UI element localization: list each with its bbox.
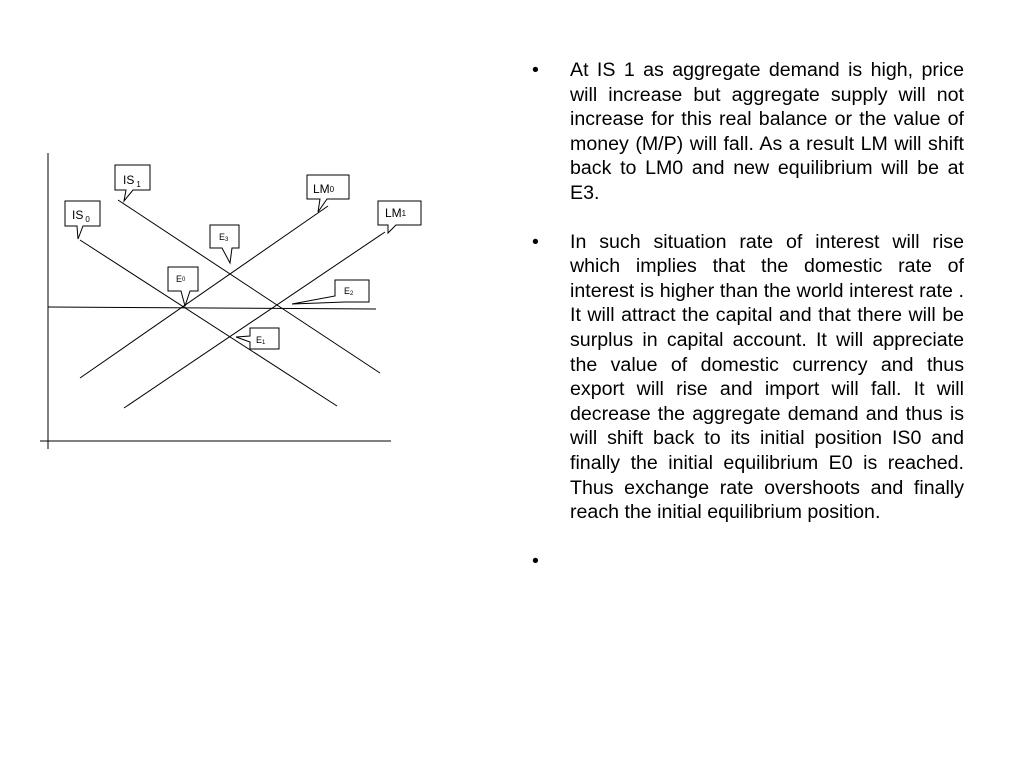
explanation-bullets: [532, 58, 964, 572]
bullet-item: [532, 58, 964, 206]
lm1-label: LM: [385, 206, 402, 220]
e3-label: E: [219, 232, 226, 242]
bullet-text: At IS 1 as aggregate demand is high, price will increase but aggregate supply will not increase for this real balance or the value of money (M/P) will fall. As a result LM will shift back to LM0 and new equilibrium will be at E3.: [570, 59, 964, 204]
is0-subscript: 0: [85, 215, 90, 224]
lm0-label: LM: [313, 182, 330, 196]
is0-curve: [80, 240, 337, 406]
e1-callout: [236, 328, 279, 349]
svg-text:LM0: [313, 182, 335, 196]
svg-text:LM1: [385, 206, 407, 220]
is1-subscript: 1: [136, 180, 141, 189]
is-lm-diagram: [0, 0, 520, 470]
bullet-dot: •: [532, 230, 539, 253]
bullet-item: [532, 230, 964, 525]
bullet-dot: •: [532, 549, 539, 572]
e2-callout: [292, 280, 369, 304]
e1-subscript: 1: [262, 340, 266, 346]
world-interest-rate-line: [48, 307, 376, 309]
is0-callout: [65, 201, 100, 239]
bullet-dot: •: [532, 59, 539, 81]
e1-label: E: [256, 335, 263, 345]
is1-label: IS: [123, 173, 135, 187]
e2-subscript: 2: [350, 291, 354, 297]
lm0-subscript: 0: [329, 185, 335, 194]
lm1-subscript: 1: [401, 209, 407, 218]
lm0-curve: [80, 206, 328, 378]
e2-label: E: [344, 286, 351, 296]
lm1-callout: [378, 201, 421, 233]
is1-callout: [115, 165, 150, 201]
e3-subscript: 3: [225, 237, 229, 243]
e3-callout: [210, 225, 239, 263]
e0-subscript: 0: [182, 277, 186, 283]
e0-label: E: [176, 274, 183, 284]
is0-label: IS: [72, 208, 84, 222]
bullet-text: In such situation rate of interest will rise which implies that the domestic rate of interest is higher than the world interest rate . It will attract the capital and that there will be surplus in capital account. It will appreciate the value of domestic currency and thus export will rise and import will fall. It will decrease the aggregate demand and thus is will shift back to its initial position IS0 and finally the initial equilibrium E0 is reached. Thus exchange rate overshoots and finally reach the initial equilibrium position.: [570, 230, 964, 524]
